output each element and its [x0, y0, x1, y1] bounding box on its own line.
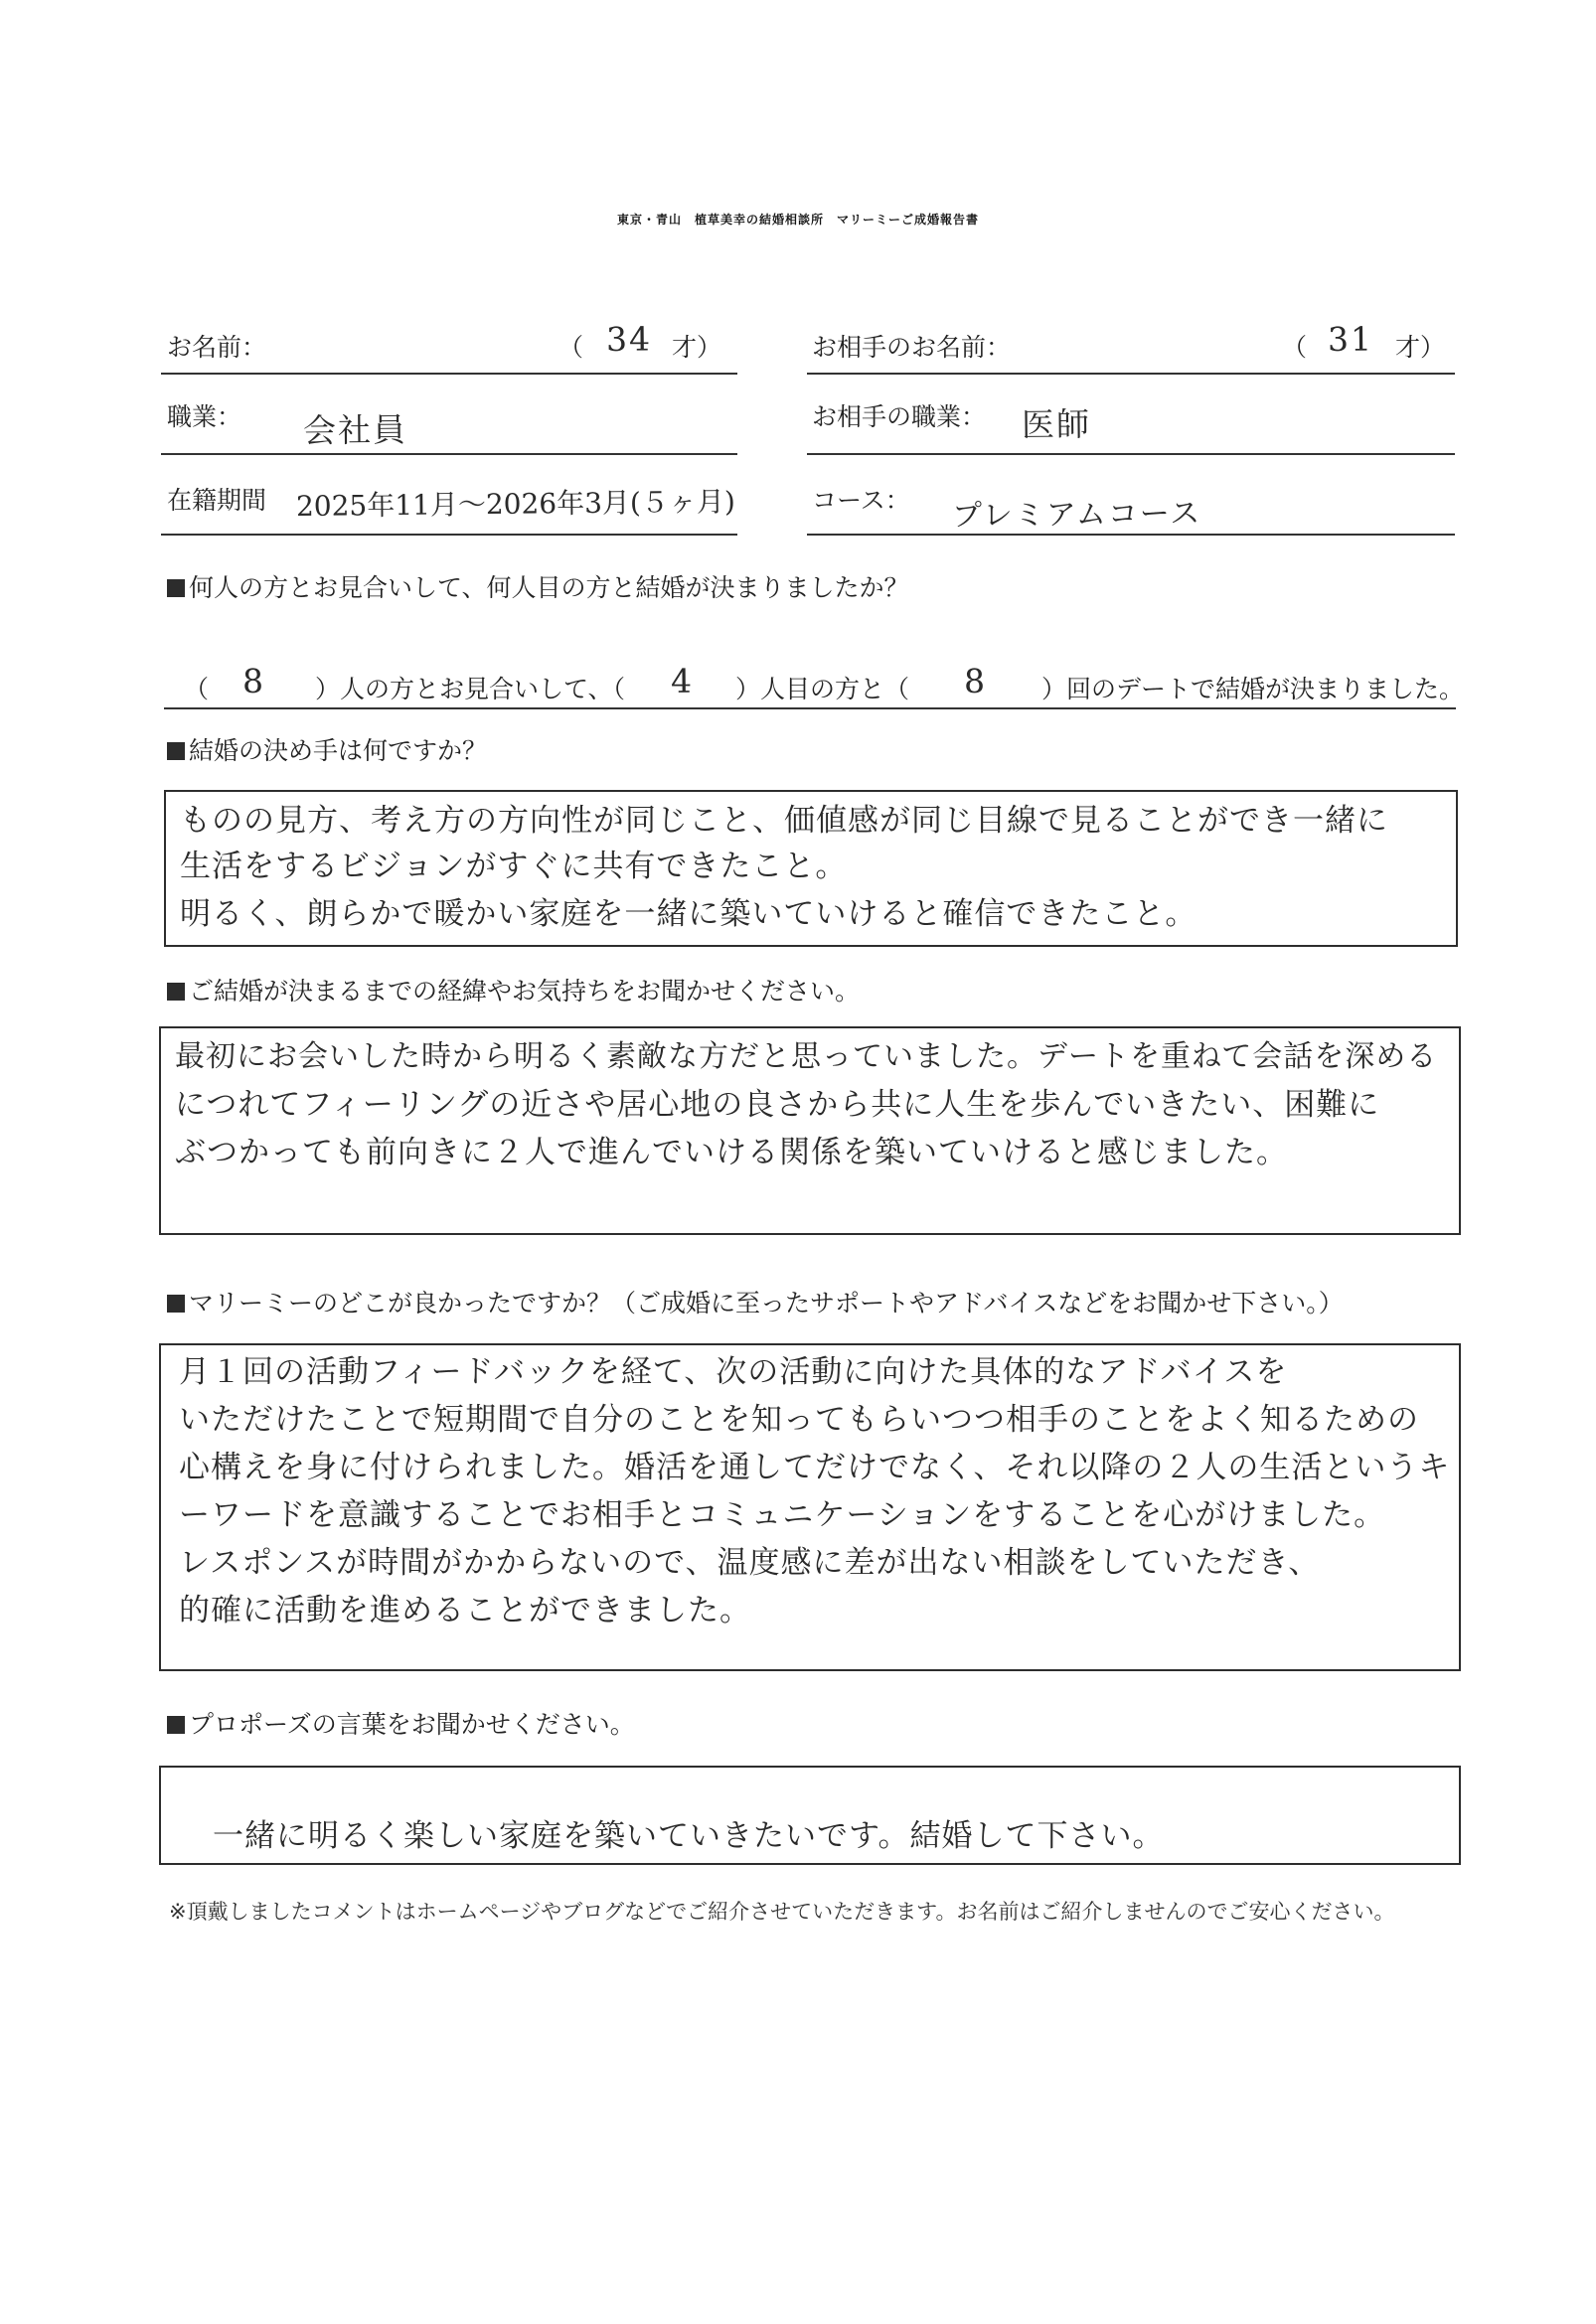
course-label: コース：: [812, 486, 910, 515]
partner-age-open: （: [1282, 333, 1308, 362]
partner-occupation-value: 医師: [1021, 404, 1092, 444]
age-open: （: [559, 333, 584, 362]
decision-line-3: 明るく、朗らかで暖かい家庭を一緒に築いていけると確信できたこと。: [180, 896, 1197, 932]
decision-line-1: ものの見方、考え方の方向性が同じこと、価値感が同じ目線で見ることができ一緒に: [180, 803, 1388, 839]
good-points-line-2: いただけたことで短期間で自分のことを知ってもらいつつ相手のことをよく知るための: [179, 1402, 1419, 1438]
proposal-answer-box: [159, 1766, 1461, 1865]
good-points-line-3: 心構えを身に付けられました。婚活を通してだけでなく、それ以降の２人の生活というキ: [179, 1450, 1451, 1485]
q1-open: （: [184, 675, 210, 703]
background-line-1: 最初にお会いした時から明るく素敵な方だと思っていました。デートを重ねて会話を深める: [175, 1039, 1438, 1074]
occupation-label: 職業：: [167, 402, 242, 431]
background-line-3: ぶつかっても前向きに２人で進んでいける関係を築いていけると感じました。: [175, 1135, 1288, 1170]
q5-question: プロポーズの言葉をお聞かせください。: [167, 1705, 635, 1741]
period-underline: [161, 534, 737, 536]
age-value: 34: [605, 319, 653, 359]
partner-name-underline: [807, 373, 1455, 375]
good-points-line-5: レスポンスが時間がかからないので、温度感に差が出ない相談をしていただき、: [179, 1545, 1321, 1581]
background-line-2: につれてフィーリングの近さや居心地の良さから共に人生を歩んでいきたい、困難に: [175, 1087, 1380, 1123]
name-label: お名前：: [167, 333, 267, 362]
proposal-answer: 一緒に明るく楽しい家庭を築いていきたいです。結婚して下さい。: [213, 1818, 1165, 1854]
course-underline: [807, 534, 1455, 536]
q1-text2: ）人目の方と（: [735, 675, 910, 703]
partner-occupation-underline: [807, 453, 1455, 455]
good-points-line-1: 月１回の活動フィードバックを経て、次の活動に向けた具体的なアドバイスを: [179, 1354, 1288, 1390]
omiai-count-value: 8: [241, 661, 266, 700]
partner-age-unit: 才）: [1395, 333, 1446, 362]
period-label: 在籍期間: [167, 486, 267, 515]
decision-line-2: 生活をするビジョンがすぐに共有できたこと。: [180, 849, 848, 884]
good-points-line-4: ーワードを意識することでお相手とコミュニケーションをすることを心がけました。: [179, 1497, 1386, 1533]
report-title: 東京・青山 植草美幸の結婚相談所 マリーミーご成婚報告書: [616, 213, 979, 227]
partner-occupation-label: お相手の職業：: [812, 402, 987, 431]
course-value: プレミアムコース: [951, 496, 1202, 534]
q2-question: 結婚の決め手は何ですか？: [167, 731, 487, 767]
decision-answer-box: [164, 790, 1458, 947]
q3-question: ご結婚が決まるまでの経緯やお気持ちをお聞かせください。: [167, 972, 860, 1007]
occupation-underline: [161, 453, 737, 455]
which-person-value: 4: [670, 661, 695, 700]
age-unit: 才）: [672, 333, 722, 362]
partner-age-value: 31: [1327, 319, 1374, 359]
q1-question: 何人の方とお見合いして、何人目の方と結婚が決まりましたか？: [167, 568, 909, 604]
name-underline: [161, 373, 737, 375]
q4-question: マリーミーのどこが良かったですか？（ご成婚に至ったサポートやアドバイスなどをお聞かせ下さい。）: [167, 1284, 1344, 1319]
partner-name-label: お相手のお名前：: [812, 333, 1012, 362]
q1-underline: [164, 707, 1456, 709]
occupation-value: 会社員: [302, 409, 408, 450]
good-points-line-6: 的確に活動を進めることができました。: [179, 1593, 751, 1628]
footnote: ※頂戴しましたコメントはホームページやブログなどでご紹介させていただきます。お名前はご紹介しませんのでご安心ください。: [169, 1900, 1395, 1924]
date-count-value: 8: [963, 661, 988, 700]
background-answer-box: [159, 1026, 1461, 1235]
good-points-answer-box: [159, 1343, 1461, 1671]
period-value: 2025年11月～2026年3月(５ヶ月): [295, 485, 735, 523]
q1-text1: ）人の方とお見合いして、（: [315, 675, 626, 703]
q1-text3: ）回のデートで結婚が決まりました。: [1041, 675, 1465, 703]
